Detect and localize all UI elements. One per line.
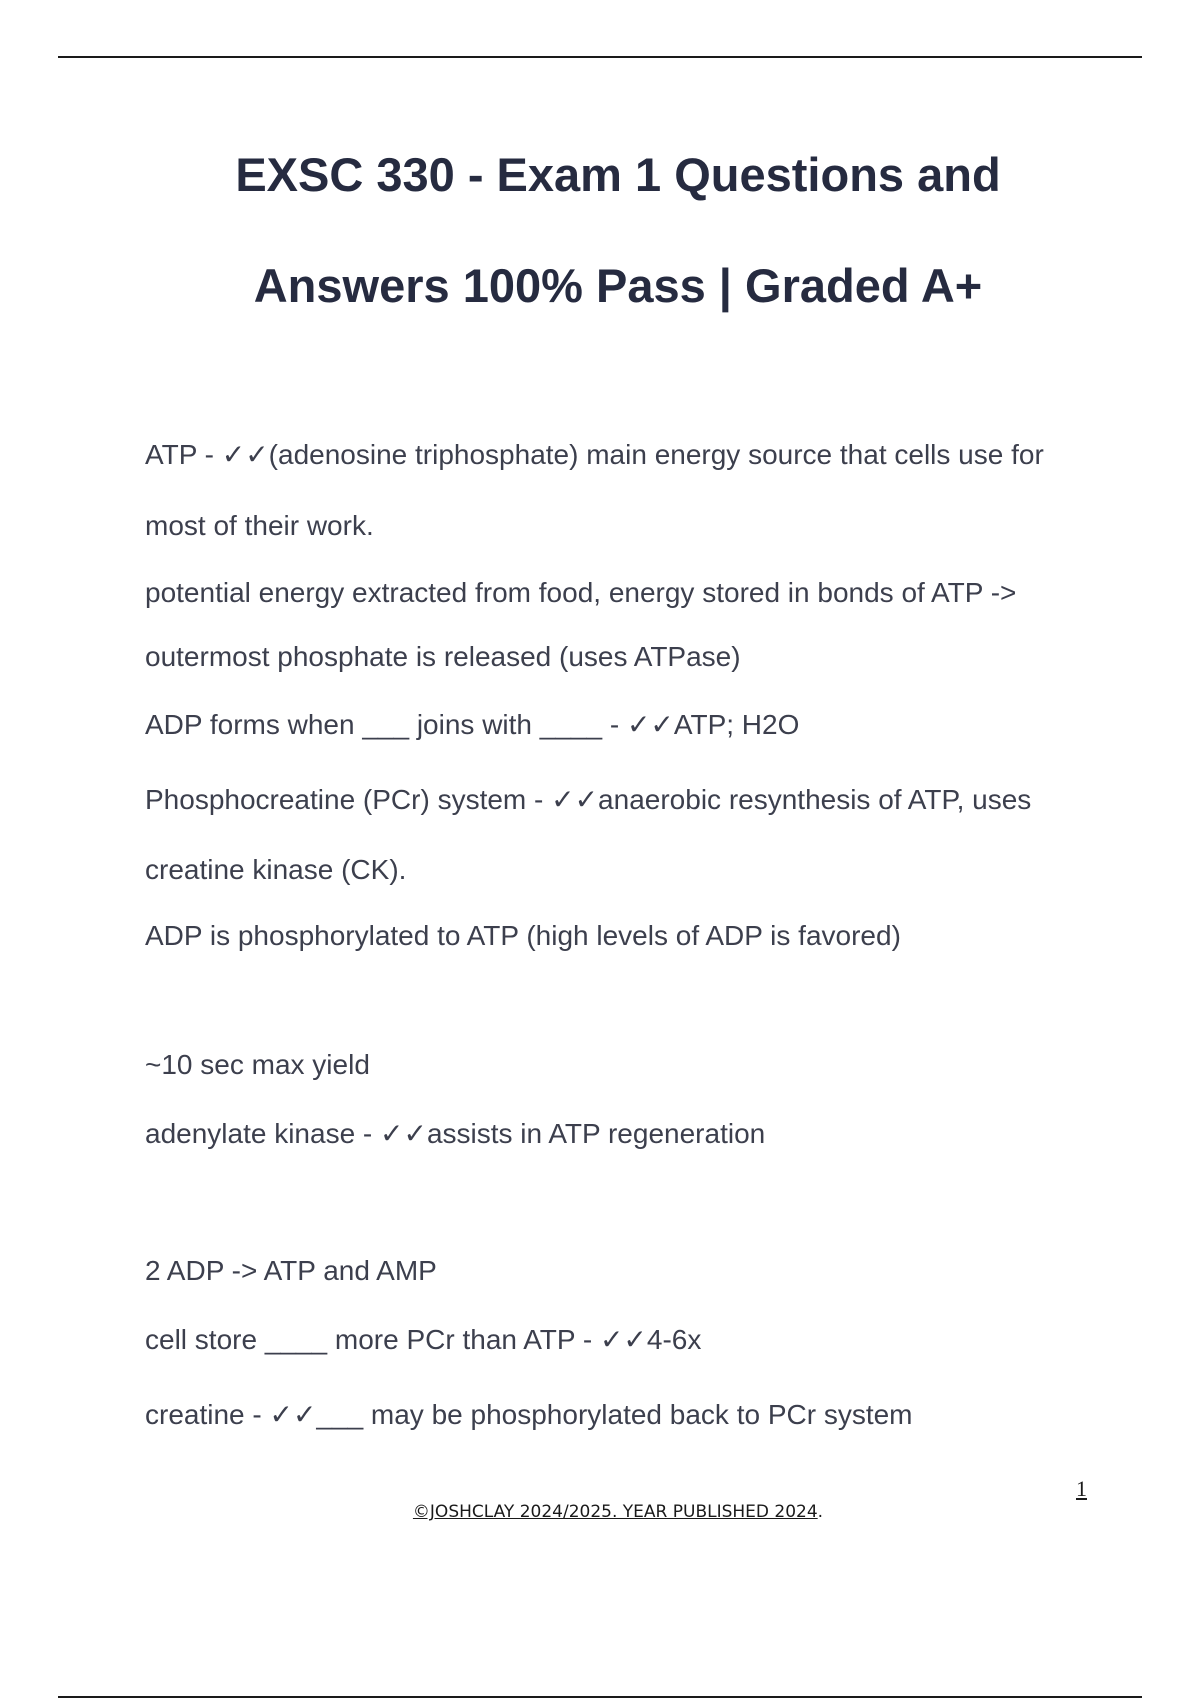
document-title-line-2: Answers 100% Pass | Graded A+ <box>253 259 983 312</box>
text-line: cell store ____ more PCr than ATP - ✓✓4-6x <box>145 1324 702 1355</box>
text-line: creatine - ✓✓___ may be phosphorylated back to PCr system <box>145 1399 913 1430</box>
top-rule <box>58 56 1142 58</box>
text-line: ADP forms when ___ joins with ____ - ✓✓ATP; H2O <box>145 709 800 740</box>
page-number: 1 <box>1076 1476 1087 1501</box>
text-line: ADP is phosphorylated to ATP (high levels of ADP is favored) <box>145 920 901 951</box>
copyright-footer <box>0 1502 1200 1522</box>
document-title-line-1: EXSC 330 - Exam 1 Questions and <box>235 148 1001 201</box>
text-line: 2 ADP -> ATP and AMP <box>145 1255 437 1286</box>
copyright-period: . <box>817 1502 824 1522</box>
text-line: ~10 sec max yield <box>145 1049 370 1080</box>
text-line: potential energy extracted from food, energy stored in bonds of ATP -> <box>145 577 1017 608</box>
text-line: ATP - ✓✓(adenosine triphosphate) main energy source that cells use for <box>145 439 1044 470</box>
text-line: creatine kinase (CK). <box>145 854 407 885</box>
text-line: Phosphocreatine (PCr) system - ✓✓anaerobic resynthesis of ATP, uses <box>145 784 1032 815</box>
text-line: outermost phosphate is released (uses ATPase) <box>145 641 741 672</box>
bottom-rule <box>58 1696 1142 1698</box>
text-line: most of their work. <box>145 510 374 541</box>
text-line: adenylate kinase - ✓✓assists in ATP regeneration <box>145 1118 766 1149</box>
copyright-text: ©JOSHCLAY 2024/2025. YEAR PUBLISHED 2024 <box>412 1502 818 1522</box>
